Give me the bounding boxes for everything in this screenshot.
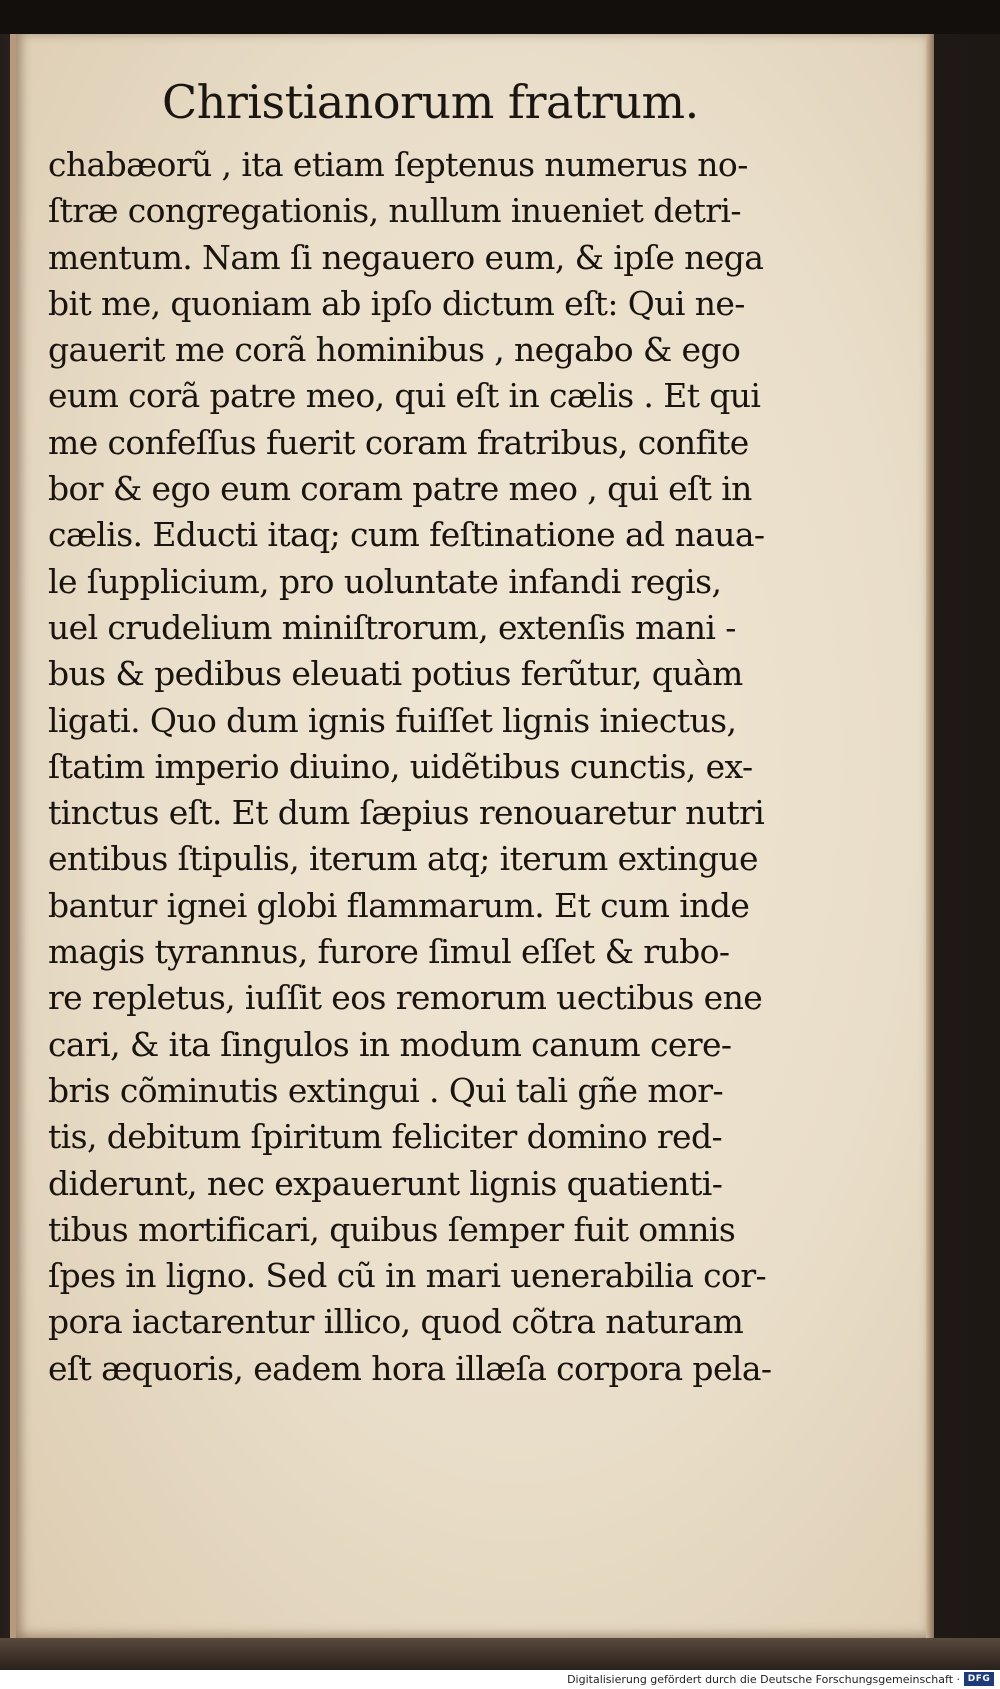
scan-bottom-edge [0,1638,1000,1670]
footer-bar [0,1670,1000,1689]
text-line: bantur ignei globi flammarum. Et cum inde [48,885,750,925]
text-line: cælis. Educti itaq; cum feſtinatione ad naua- [48,515,765,555]
text-line: magis tyrannus, furore ſimul eſſet & rubo- [48,932,730,972]
text-line: le ſupplicium, pro uoluntate infandi regis, [48,561,722,601]
text-line: pora iactarentur illico, quod cõtra naturam [48,1302,744,1342]
text-line: gauerit me corã hominibus , negabo & ego [48,330,741,370]
text-line: tibus mortificari, quibus ſemper fuit omnis [48,1209,736,1249]
text-line: bris cõminutis extingui . Qui tali gñe mor- [48,1070,723,1110]
text-line: cari, & ita ſingulos in modum canum cere- [48,1024,732,1064]
text-line: eum corã patre meo, qui eſt in cælis . Et qui [48,376,761,416]
text-line: mentum. Nam ſi negauero eum, & ipſe nega [48,237,764,277]
running-head: Christianorum fratrum. [162,75,699,129]
text-line: ſtræ congregationis, nullum inueniet detri- [48,191,741,231]
dfg-logo-icon: DFG [964,1672,994,1686]
funding-credit: Digitalisierung gefördert durch die Deutsche Forschungsgemeinschaft · [567,1673,960,1686]
text-line: entibus ſtipulis, iterum atq; iterum extingue [48,839,758,879]
text-line: me confeſſus fuerit coram fratribus, confite [48,422,749,462]
text-line: eſt æquoris, eadem hora illæſa corpora pela- [48,1348,772,1388]
text-line: tis, debitum ſpiritum feliciter domino red- [48,1117,723,1157]
text-line: bit me, quoniam ab ipſo dictum eſt: Qui ne- [48,283,745,323]
text-line: chabæorũ , ita etiam ſeptenus numerus no- [48,145,748,184]
text-line: tinctus eſt. Et dum ſæpius renouaretur nutri [48,793,765,833]
scan-top-edge [0,0,1000,34]
text-line: bus & pedibus eleuati potius ferũtur, quàm [48,654,743,694]
text-line: ſtatim imperio diuino, uidẽtibus cunctis, ex- [48,746,753,786]
text-line: uel crudelium miniſtrorum, extenſis mani - [48,607,736,647]
text-line: bor & ego eum coram patre meo , qui eſt in [48,469,752,509]
text-line: ſpes in ligno. Sed cũ in mari uenerabilia cor- [48,1256,767,1296]
text-line: diderunt, nec expauerunt lignis quatienti- [48,1163,723,1203]
text-line: ligati. Quo dum ignis fuiſſet lignis iniectus, [48,700,737,740]
text-line: re repletus, iuſſit eos remorum uectibus ene [48,978,763,1018]
body-text [48,142,798,1392]
